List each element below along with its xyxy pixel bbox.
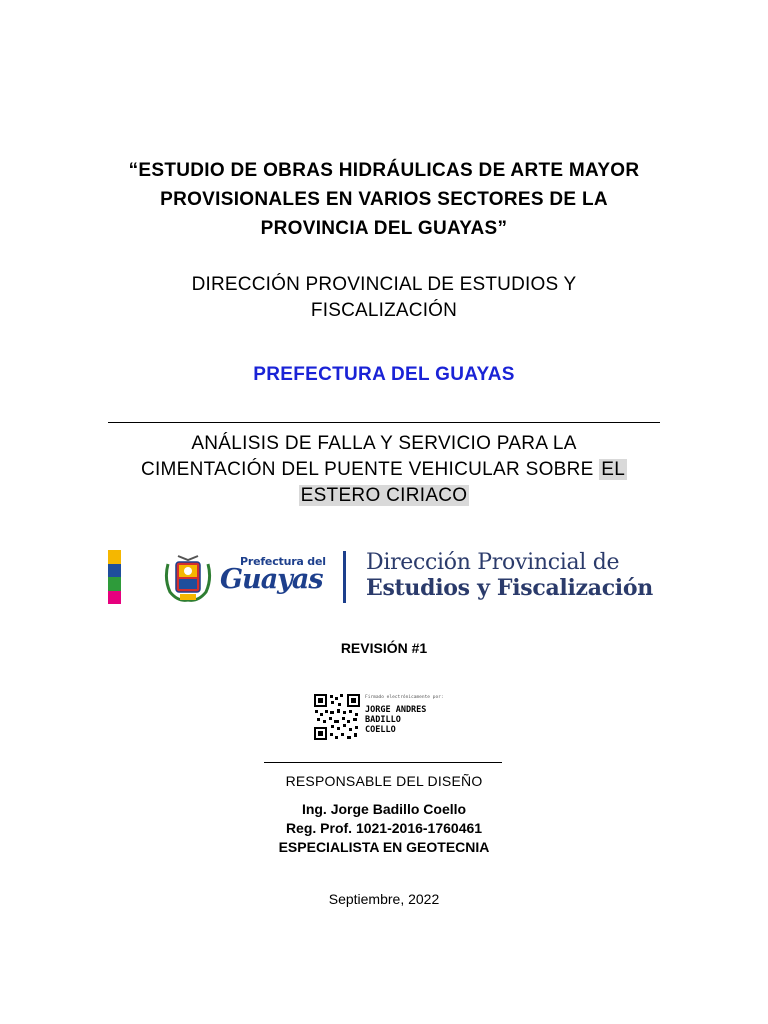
signature-caption: Firmado electrónicamente por:: [365, 695, 444, 700]
stripe-blue: [108, 564, 121, 578]
department-name-line-1: Dirección Provincial de: [366, 550, 620, 575]
prefectura-logo: [218, 553, 328, 605]
institution-logo: [108, 547, 668, 605]
highlighted-text-2: ESTERO CIRIACO: [300, 485, 468, 506]
signer-name: [365, 705, 426, 735]
stripe-yellow: [108, 550, 121, 564]
analysis-line-3: [0, 483, 768, 509]
prefecture-heading: PREFECTURA DEL GUAYAS: [253, 364, 515, 385]
signature-line: [264, 762, 502, 763]
engineer-name: Ing. Jorge Badillo Coello: [301, 801, 467, 817]
coat-of-arms-icon: [164, 554, 212, 604]
signer-name-line-3: COELLO: [365, 725, 396, 735]
color-stripes: [108, 550, 121, 604]
logo-divider: [343, 551, 346, 603]
analysis-line-1: ANÁLISIS DE FALLA Y SERVICIO PARA LA: [191, 433, 577, 454]
title-line-1: “ESTUDIO DE OBRAS HIDRÁULICAS DE ARTE MAYOR: [128, 160, 640, 181]
signer-name-line-1: JORGE ANDRES: [365, 705, 427, 715]
direction-line-2: FISCALIZACIÓN: [310, 300, 458, 321]
prefectura-small-text: Prefectura del: [240, 555, 326, 568]
document-title: [0, 156, 768, 243]
electronic-signature: [313, 693, 473, 741]
highlighted-text: EL: [601, 459, 626, 480]
engineer-info: [0, 800, 768, 857]
qr-code-icon: [313, 693, 361, 741]
analysis-line-2-text: CIMENTACIÓN DEL PUENTE VEHICULAR SOBRE: [140, 459, 600, 480]
analysis-line-2: [0, 457, 768, 483]
direction-line-1: DIRECCIÓN PROVINCIAL DE ESTUDIOS Y: [191, 274, 577, 295]
analysis-heading: [0, 431, 768, 509]
guayas-wordmark: Guayas: [220, 564, 323, 595]
horizontal-rule: [108, 422, 660, 423]
stripe-magenta: [108, 591, 121, 605]
signer-name-line-2: BADILLO: [365, 715, 401, 725]
responsible-label: RESPONSABLE DEL DISEÑO: [285, 773, 483, 789]
department-name-line-2: Estudios y Fiscalización: [366, 575, 653, 601]
title-line-3: PROVINCIA DEL GUAYAS”: [260, 218, 508, 239]
revision-label: REVISIÓN #1: [340, 640, 428, 656]
stripe-green: [108, 577, 121, 591]
document-date: Septiembre, 2022: [328, 891, 440, 907]
engineer-specialty: ESPECIALISTA EN GEOTECNIA: [278, 839, 490, 855]
engineer-registration: Reg. Prof. 1021-2016-1760461: [285, 820, 483, 836]
title-line-2: PROVISIONALES EN VARIOS SECTORES DE LA: [160, 189, 608, 210]
direction-heading: [0, 272, 768, 324]
